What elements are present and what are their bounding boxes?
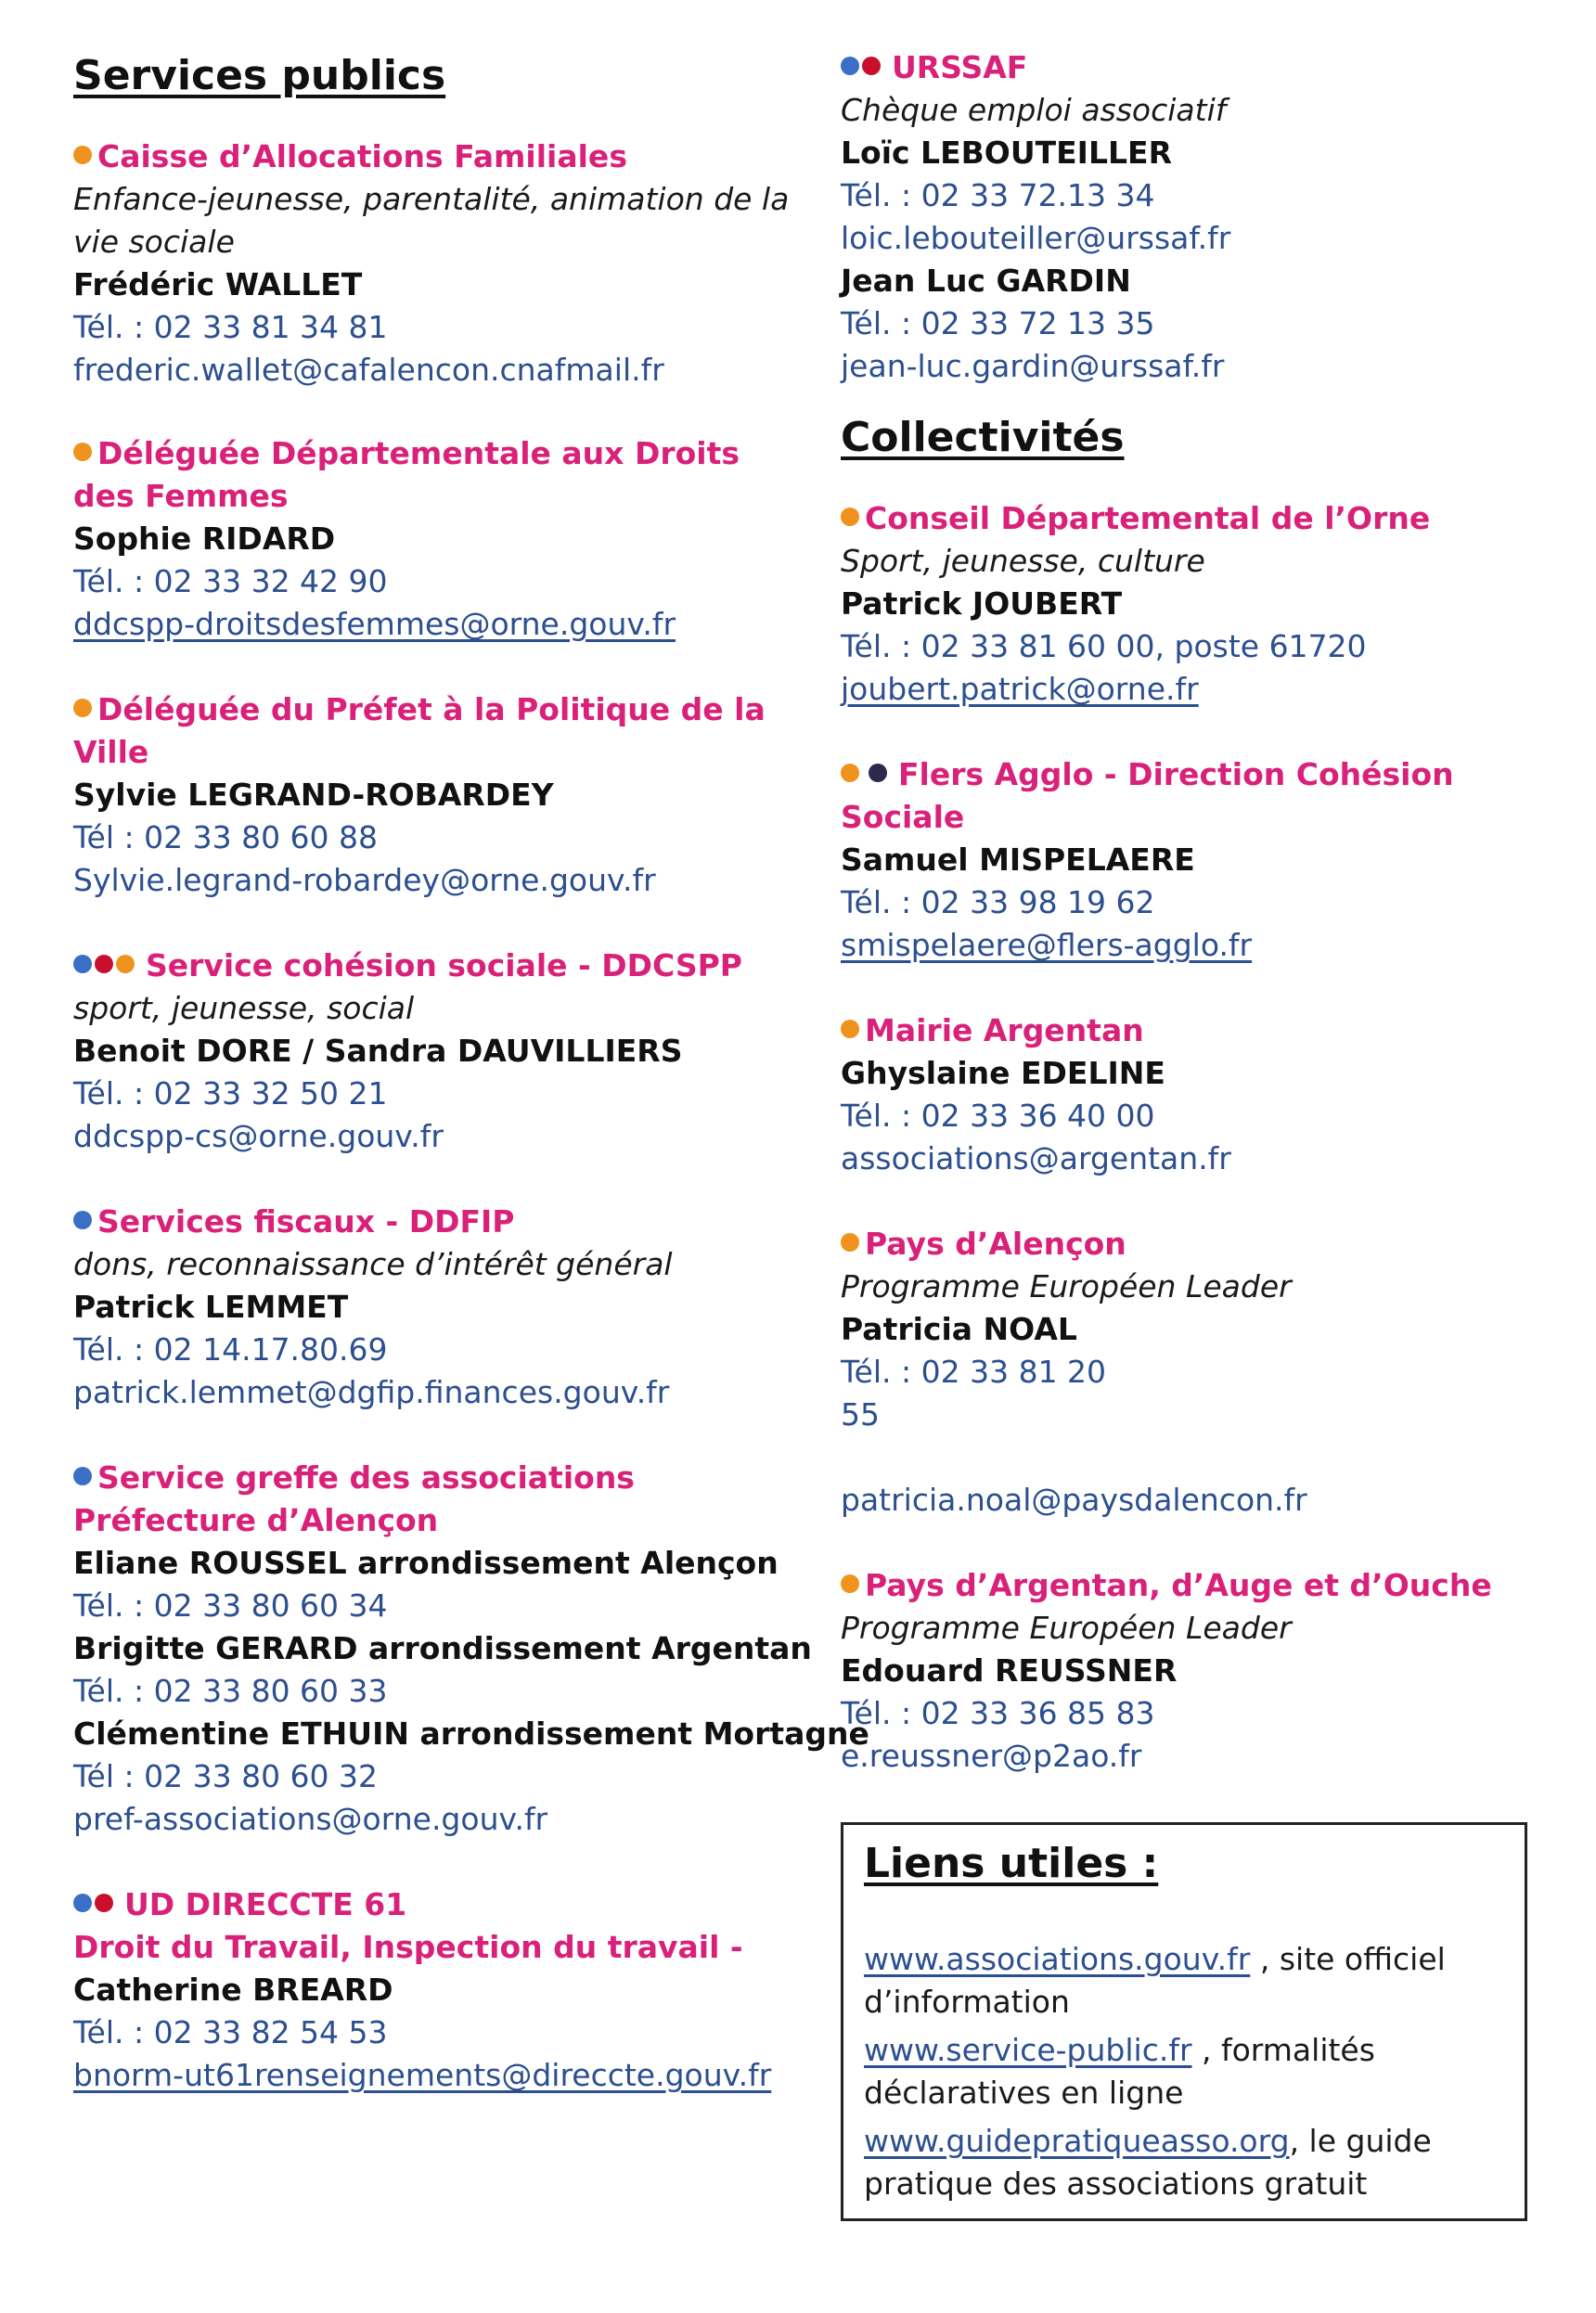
org-subname: Droit du Travail, Inspection du travail -	[73, 1929, 743, 1966]
org-name: Services fiscaux - DDFIP	[73, 1201, 806, 1243]
contact-email-link[interactable]: bnorm-ut61renseignements@direccte.gouv.fr	[73, 2057, 772, 2094]
blue-dot-icon	[73, 955, 92, 973]
org-description: Chèque emploi associatif	[841, 92, 1227, 128]
orange-dot-icon	[73, 443, 92, 461]
contact-name: Ghyslaine EDELINE	[841, 1055, 1165, 1092]
contact-email[interactable]: Sylvie.legrand-robardey@orne.gouv.fr	[73, 862, 656, 899]
contact-name: Patricia NOAL	[841, 1311, 1077, 1348]
contact-email[interactable]: associations@argentan.fr	[841, 1140, 1231, 1177]
contact-block-urssaf	[841, 46, 1546, 388]
contact-email[interactable]: patrick.lemmet@dgfip.finances.gouv.fr	[73, 1374, 670, 1411]
useful-link-item	[864, 1938, 1504, 2024]
org-name: Mairie Argentan	[841, 1009, 1546, 1052]
contact-email[interactable]: jean-luc.gardin@urssaf.fr	[841, 348, 1225, 384]
blue-dot-icon	[73, 1467, 92, 1485]
orange-dot-icon	[841, 764, 859, 782]
blue-dot-icon	[73, 1894, 92, 1912]
orange-dot-icon	[841, 1233, 859, 1252]
contact-name: Jean Luc GARDIN	[841, 263, 1131, 299]
contact-name: Benoit DORE / Sandra DAUVILLIERS	[73, 1033, 683, 1070]
contact-phone: Tél. : 02 33 80 60 33	[73, 1673, 388, 1710]
contact-name: Sylvie LEGRAND-ROBARDEY	[73, 777, 554, 814]
org-name: Pays d’Alençon	[841, 1223, 1546, 1266]
contact-name: Samuel MISPELAERE	[841, 842, 1195, 879]
contact-phone: Tél. : 02 33 81 60 00, poste 61720	[841, 628, 1367, 665]
org-subname: Préfecture d’Alençon	[73, 1502, 439, 1539]
contact-name: Frédéric WALLET	[73, 266, 363, 303]
contact-phone: Tél. : 02 33 98 19 62	[841, 884, 1155, 921]
contact-block-ddfip	[73, 1201, 806, 1414]
contact-email[interactable]: frederic.wallet@cafalencon.cnafmail.fr	[73, 352, 664, 389]
org-name: Déléguée du Préfet à la Politique de la Ville	[73, 691, 766, 771]
contact-phone: Tél. : 02 33 32 50 21	[73, 1075, 388, 1112]
contact-block-mairie-argentan	[841, 1009, 1546, 1180]
org-name: Déléguée Départementale aux Droits des Femmes	[73, 435, 740, 515]
orange-dot-icon	[73, 699, 92, 717]
contact-name: Sophie RIDARD	[73, 520, 336, 558]
contact-phone: Tél. : 02 33 81 20	[841, 1354, 1107, 1391]
contact-phone: Tél. : 02 33 80 60 34	[73, 1587, 388, 1625]
associations-gouv-link[interactable]: www.associations.gouv.fr	[864, 1941, 1251, 1978]
red-dot-icon	[95, 955, 113, 973]
contact-name: Eliane ROUSSEL arrondissement Alençon	[73, 1545, 779, 1582]
contact-phone: Tél. : 02 33 36 85 83	[841, 1695, 1155, 1732]
contact-block-direccte	[73, 1883, 806, 2097]
contact-name: Catherine BREARD	[73, 1972, 393, 2009]
useful-links-box	[841, 1822, 1527, 2221]
org-description: dons, reconnaissance d’intérêt général	[73, 1246, 673, 1283]
contact-name: Patrick JOUBERT	[841, 585, 1123, 623]
contact-name: Brigitte GERARD arrondissement Argentan	[73, 1630, 812, 1667]
contact-phone: Tél. : 02 33 72 13 35	[841, 305, 1155, 341]
useful-link-item	[864, 2120, 1504, 2205]
contact-block-greffe	[73, 1457, 869, 1841]
contact-block-flers-agglo	[841, 753, 1546, 967]
contact-phone: Tél. : 02 33 81 34 81	[73, 309, 388, 346]
orange-dot-icon	[841, 1574, 859, 1593]
contact-name: Clémentine ETHUIN arrondissement Mortagne	[73, 1715, 869, 1753]
navy-dot-icon	[869, 764, 887, 782]
orange-dot-icon	[841, 1020, 859, 1038]
blue-dot-icon	[73, 1211, 92, 1229]
blank-line	[841, 1436, 1546, 1479]
useful-links-title: Liens utiles :	[864, 1840, 1159, 1887]
blue-dot-icon	[841, 57, 859, 75]
contact-phone: Tél. : 02 33 32 42 90	[73, 563, 388, 600]
right-column	[841, 49, 1546, 1820]
useful-link-item	[864, 2029, 1504, 2114]
contact-block-pays-alencon	[841, 1223, 1546, 1522]
org-name: Service greffe des associations	[73, 1457, 806, 1499]
contact-phone: Tél. : 02 33 82 54 53	[73, 2014, 388, 2051]
guide-pratique-asso-link[interactable]: www.guidepratiqueasso.org	[864, 2123, 1290, 2160]
contact-email-link[interactable]: smispelaere@flers-agglo.fr	[841, 927, 1253, 964]
section-title-services-publics: Services publics	[73, 52, 446, 99]
service-public-link[interactable]: www.service-public.fr	[864, 2032, 1192, 2069]
red-dot-icon	[95, 1894, 113, 1912]
contact-email[interactable]: ddcspp-cs@orne.gouv.fr	[73, 1118, 444, 1155]
org-description: Programme Européen Leader	[841, 1268, 1292, 1305]
contact-name: Patrick LEMMET	[73, 1289, 349, 1326]
orange-dot-icon	[73, 146, 92, 164]
contact-email[interactable]: loic.lebouteiller@urssaf.fr	[841, 220, 1231, 256]
link-description: , site officiel d’information	[864, 1941, 1446, 2021]
contact-email-link[interactable]: ddcspp-droitsdesfemmes@orne.gouv.fr	[73, 606, 676, 643]
contact-phone: Tél. : 02 33 72.13 34	[841, 177, 1155, 213]
link-description: , le guide pratique des associations gratuit	[864, 2123, 1432, 2203]
org-name: URSSAF	[841, 46, 1546, 89]
org-name: Pays d’Argentan, d’Auge et d’Ouche	[841, 1564, 1546, 1607]
contact-phone-continued: 55	[841, 1396, 880, 1433]
org-name: Conseil Départemental de l’Orne	[841, 497, 1546, 540]
contact-block-pays-argentan	[841, 1564, 1546, 1778]
contact-phone: Tél. : 02 33 36 40 00	[841, 1098, 1155, 1135]
category-dots	[73, 1883, 119, 1926]
contact-name: Loïc LEBOUTEILLER	[841, 135, 1172, 171]
org-description: Programme Européen Leader	[841, 1610, 1292, 1647]
contact-email-link[interactable]: joubert.patrick@orne.fr	[841, 671, 1199, 708]
org-name: Service cohésion sociale - DDCSPP	[73, 944, 806, 987]
org-description: Sport, jeunesse, culture	[841, 543, 1205, 580]
orange-dot-icon	[116, 955, 135, 973]
category-dots	[841, 753, 893, 796]
contact-block-conseil-departemental	[841, 497, 1546, 711]
contact-phone: Tél : 02 33 80 60 88	[73, 819, 379, 856]
contact-email[interactable]: patricia.noal@paysdalencon.fr	[841, 1482, 1307, 1519]
contact-name: Edouard REUSSNER	[841, 1652, 1178, 1690]
org-name: Caisse d’Allocations Familiales	[73, 135, 806, 178]
org-name: UD DIRECCTE 61	[73, 1883, 806, 1926]
red-dot-icon	[862, 57, 881, 75]
contact-block-caf	[73, 135, 806, 392]
contact-block-ddcspp	[73, 944, 806, 1158]
contact-block-droits-femmes	[73, 432, 806, 646]
contact-block-politique-ville	[73, 688, 806, 902]
contact-phone: Tél. : 02 14.17.80.69	[73, 1331, 388, 1369]
org-name: Flers Agglo - Direction Cohésion Sociale	[841, 753, 1546, 839]
org-description: sport, jeunesse, social	[73, 990, 415, 1027]
contact-phone: Tél : 02 33 80 60 32	[73, 1758, 379, 1795]
org-description: Enfance-jeunesse, parentalité, animation de la vie sociale	[73, 181, 790, 261]
category-dots	[841, 46, 886, 89]
contact-email[interactable]: e.reussner@p2ao.fr	[841, 1738, 1142, 1775]
category-dots	[73, 944, 140, 987]
contact-email[interactable]: pref-associations@orne.gouv.fr	[73, 1801, 548, 1838]
orange-dot-icon	[841, 508, 859, 526]
section-title-collectivites: Collectivités	[841, 414, 1125, 461]
link-description: , formalités déclaratives en ligne	[864, 2032, 1375, 2112]
